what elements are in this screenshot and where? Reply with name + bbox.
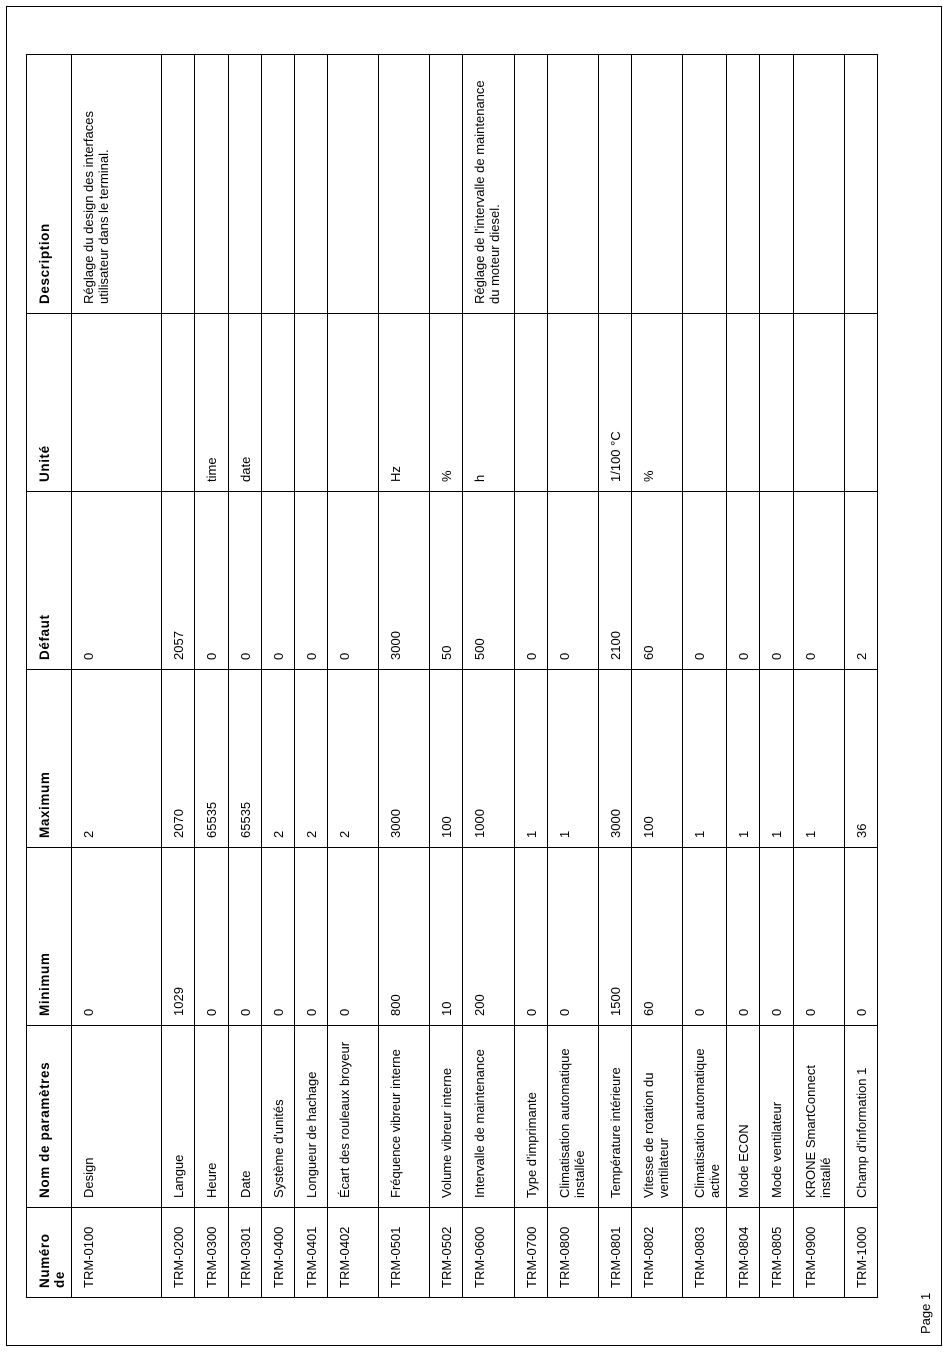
table-cell: Volume vibreur interne bbox=[430, 1026, 463, 1208]
table-cell: 65535 bbox=[195, 670, 228, 848]
table-cell: 0 bbox=[760, 492, 793, 670]
table-cell: 500 bbox=[463, 492, 514, 670]
table-row bbox=[261, 55, 294, 1298]
table-cell: Type d'imprimante bbox=[514, 1026, 547, 1208]
table-cell: % bbox=[631, 314, 682, 492]
table-cell bbox=[547, 55, 598, 314]
table-cell: Champ d'information 1 bbox=[844, 1026, 877, 1208]
table-cell: 0 bbox=[327, 848, 378, 1026]
table-cell: 2057 bbox=[162, 492, 195, 670]
table-cell: 100 bbox=[430, 670, 463, 848]
table-cell: Mode ventilateur bbox=[760, 1026, 793, 1208]
table-row bbox=[760, 55, 793, 1298]
table-cell bbox=[683, 55, 727, 314]
table-cell: 0 bbox=[844, 848, 877, 1026]
column-header: Maximum bbox=[27, 670, 72, 848]
table-cell: 65535 bbox=[228, 670, 261, 848]
table-cell bbox=[261, 55, 294, 314]
table-cell: 2 bbox=[261, 670, 294, 848]
rotated-table-container bbox=[26, 55, 878, 1298]
table-cell: 0 bbox=[327, 492, 378, 670]
column-header: Numéro de bbox=[27, 1208, 72, 1298]
table-cell: 1 bbox=[514, 670, 547, 848]
table-cell: 3000 bbox=[598, 670, 631, 848]
table-cell: 800 bbox=[379, 848, 430, 1026]
table-row bbox=[683, 55, 727, 1298]
table-cell: 1029 bbox=[162, 848, 195, 1026]
table-cell: Température intérieure bbox=[598, 1026, 631, 1208]
table-row bbox=[294, 55, 327, 1298]
table-row bbox=[72, 55, 162, 1298]
table-cell: TRM-0200 bbox=[162, 1208, 195, 1298]
table-cell: TRM-0600 bbox=[463, 1208, 514, 1298]
table-cell: 0 bbox=[793, 492, 844, 670]
table-cell: 0 bbox=[514, 492, 547, 670]
table-cell: 0 bbox=[547, 492, 598, 670]
table-cell: Hz bbox=[379, 314, 430, 492]
table-cell: Vitesse de rotation du ventilateur bbox=[631, 1026, 682, 1208]
page-number: Page 1 bbox=[918, 1292, 933, 1334]
table-cell bbox=[514, 55, 547, 314]
table-cell: h bbox=[463, 314, 514, 492]
table-cell bbox=[844, 55, 877, 314]
table-cell bbox=[793, 55, 844, 314]
table-cell: 50 bbox=[430, 492, 463, 670]
table-row bbox=[463, 55, 514, 1298]
table-cell: TRM-0100 bbox=[72, 1208, 162, 1298]
table-cell: TRM-0900 bbox=[793, 1208, 844, 1298]
table-cell: 0 bbox=[228, 492, 261, 670]
table-row bbox=[195, 55, 228, 1298]
table-cell: Écart des rouleaux broyeur bbox=[327, 1026, 378, 1208]
table-cell: Réglage du design des interfaces utilisateur dans le terminal. bbox=[72, 55, 162, 314]
table-row bbox=[228, 55, 261, 1298]
table-cell bbox=[195, 55, 228, 314]
table-cell bbox=[294, 314, 327, 492]
column-header: Description bbox=[27, 55, 72, 314]
table-cell: TRM-0300 bbox=[195, 1208, 228, 1298]
table-cell: 0 bbox=[547, 848, 598, 1026]
table-cell: 0 bbox=[727, 492, 760, 670]
table-cell bbox=[793, 314, 844, 492]
table-cell: Date bbox=[228, 1026, 261, 1208]
table-cell bbox=[727, 55, 760, 314]
column-header: Défaut bbox=[27, 492, 72, 670]
table-cell: Design bbox=[72, 1026, 162, 1208]
table-cell: 200 bbox=[463, 848, 514, 1026]
table-cell: 2 bbox=[72, 670, 162, 848]
table-cell: Climatisation automatique active bbox=[683, 1026, 727, 1208]
table-cell bbox=[327, 314, 378, 492]
table-cell: 1500 bbox=[598, 848, 631, 1026]
table-cell bbox=[327, 55, 378, 314]
table-cell: Climatisation automatique installée bbox=[547, 1026, 598, 1208]
column-header: Nom de paramètres bbox=[27, 1026, 72, 1208]
table-cell: TRM-0501 bbox=[379, 1208, 430, 1298]
table-cell: date bbox=[228, 314, 261, 492]
table-cell: Langue bbox=[162, 1026, 195, 1208]
table-cell: 0 bbox=[261, 848, 294, 1026]
table-cell bbox=[760, 55, 793, 314]
table-cell: 0 bbox=[683, 848, 727, 1026]
table-cell: TRM-0402 bbox=[327, 1208, 378, 1298]
table-cell: 1 bbox=[727, 670, 760, 848]
table-cell bbox=[844, 314, 877, 492]
table-row bbox=[727, 55, 760, 1298]
table-cell: Longueur de hachage bbox=[294, 1026, 327, 1208]
table-cell: 10 bbox=[430, 848, 463, 1026]
table-cell: time bbox=[195, 314, 228, 492]
table-cell: TRM-0801 bbox=[598, 1208, 631, 1298]
table-row bbox=[547, 55, 598, 1298]
table-cell bbox=[727, 314, 760, 492]
table-cell bbox=[228, 55, 261, 314]
table-cell: TRM-0805 bbox=[760, 1208, 793, 1298]
table-cell: 2070 bbox=[162, 670, 195, 848]
parameter-table bbox=[26, 54, 878, 1298]
table-cell: TRM-1000 bbox=[844, 1208, 877, 1298]
column-header: Unité bbox=[27, 314, 72, 492]
table-cell: 0 bbox=[72, 848, 162, 1026]
table-cell bbox=[261, 314, 294, 492]
table-cell: 1 bbox=[547, 670, 598, 848]
table-cell bbox=[162, 314, 195, 492]
table-cell: 1 bbox=[793, 670, 844, 848]
table-row bbox=[598, 55, 631, 1298]
table-cell: 36 bbox=[844, 670, 877, 848]
table-cell: 0 bbox=[514, 848, 547, 1026]
table-cell bbox=[294, 55, 327, 314]
table-cell: TRM-0400 bbox=[261, 1208, 294, 1298]
table-cell: TRM-0802 bbox=[631, 1208, 682, 1298]
table-cell: 0 bbox=[228, 848, 261, 1026]
table-row bbox=[514, 55, 547, 1298]
table-cell: TRM-0502 bbox=[430, 1208, 463, 1298]
table-cell: TRM-0803 bbox=[683, 1208, 727, 1298]
table-cell: TRM-0301 bbox=[228, 1208, 261, 1298]
table-cell bbox=[760, 314, 793, 492]
table-cell: TRM-0800 bbox=[547, 1208, 598, 1298]
table-cell: TRM-0804 bbox=[727, 1208, 760, 1298]
table-cell bbox=[430, 55, 463, 314]
table-cell: Heure bbox=[195, 1026, 228, 1208]
table-cell: 0 bbox=[294, 492, 327, 670]
table-cell: 60 bbox=[631, 492, 682, 670]
table-cell: % bbox=[430, 314, 463, 492]
table-cell bbox=[631, 55, 682, 314]
table-row bbox=[379, 55, 430, 1298]
table-cell: 0 bbox=[727, 848, 760, 1026]
table-cell bbox=[514, 314, 547, 492]
table-cell: Intervalle de maintenance bbox=[463, 1026, 514, 1208]
table-cell: 0 bbox=[760, 848, 793, 1026]
table-cell: Réglage de l'intervalle de maintenance du moteur diesel. bbox=[463, 55, 514, 314]
table-cell: Système d'unités bbox=[261, 1026, 294, 1208]
table-cell: 1/100 °C bbox=[598, 314, 631, 492]
table-cell bbox=[547, 314, 598, 492]
table-cell: 0 bbox=[683, 492, 727, 670]
table-cell: 100 bbox=[631, 670, 682, 848]
table-header-row bbox=[27, 55, 72, 1298]
table-cell: 2 bbox=[327, 670, 378, 848]
table-cell: 2100 bbox=[598, 492, 631, 670]
table-cell: 0 bbox=[72, 492, 162, 670]
table-cell bbox=[162, 55, 195, 314]
table-cell: 0 bbox=[195, 848, 228, 1026]
table-cell bbox=[598, 55, 631, 314]
table-cell bbox=[379, 55, 430, 314]
table-cell: TRM-0700 bbox=[514, 1208, 547, 1298]
table-row bbox=[844, 55, 877, 1298]
table-cell: 3000 bbox=[379, 670, 430, 848]
table-row bbox=[162, 55, 195, 1298]
table-cell bbox=[72, 314, 162, 492]
table-cell: 2 bbox=[294, 670, 327, 848]
table-cell: 3000 bbox=[379, 492, 430, 670]
table-cell: 60 bbox=[631, 848, 682, 1026]
table-cell: 0 bbox=[195, 492, 228, 670]
table-row bbox=[631, 55, 682, 1298]
table-cell: 0 bbox=[294, 848, 327, 1026]
table-row bbox=[793, 55, 844, 1298]
table-cell: 0 bbox=[261, 492, 294, 670]
table-cell: Fréquence vibreur interne bbox=[379, 1026, 430, 1208]
table-row bbox=[327, 55, 378, 1298]
table-cell: TRM-0401 bbox=[294, 1208, 327, 1298]
table-row bbox=[430, 55, 463, 1298]
table-cell: 1 bbox=[683, 670, 727, 848]
table-cell: 1 bbox=[760, 670, 793, 848]
table-cell: 1000 bbox=[463, 670, 514, 848]
table-cell: 2 bbox=[844, 492, 877, 670]
table-cell bbox=[683, 314, 727, 492]
table-cell: KRONE SmartConnect installé bbox=[793, 1026, 844, 1208]
column-header: Minimum bbox=[27, 848, 72, 1026]
table-cell: 0 bbox=[793, 848, 844, 1026]
table-cell: Mode ECON bbox=[727, 1026, 760, 1208]
